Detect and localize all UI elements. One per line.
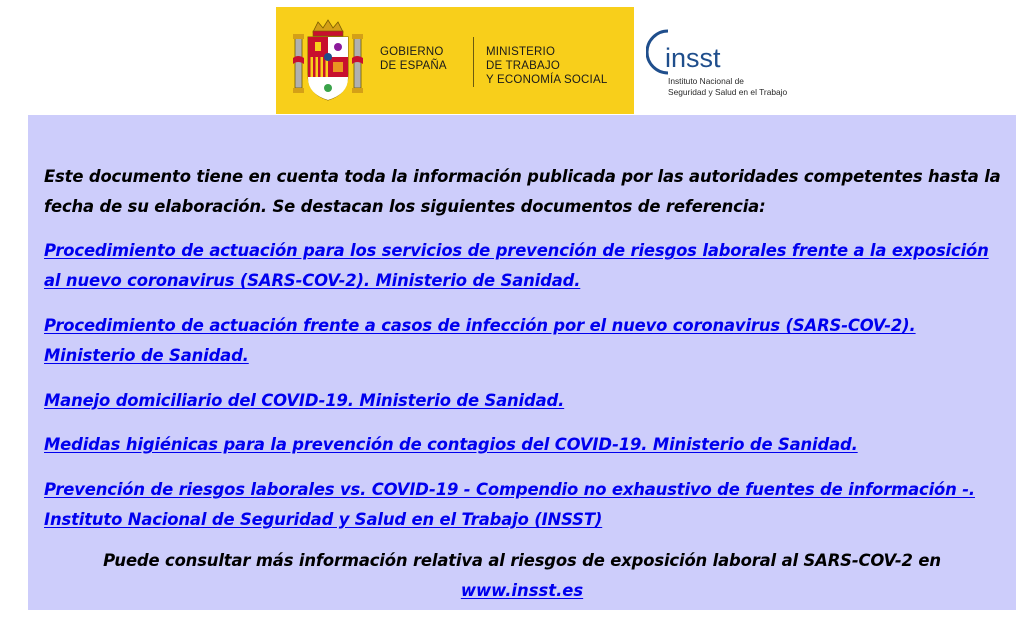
footer-text: Puede consultar más información relativa al riesgos de exposición laboral al SARS-COV-2 en	[103, 551, 941, 570]
ministry-line-2: DE TRABAJO	[486, 60, 560, 72]
ministry-line-1: MINISTERIO	[486, 46, 556, 58]
footer-link-container	[28, 576, 1016, 606]
reference-link-hygiene-measures[interactable]: Medidas higiénicas para la prevención de contagios del COVID-19. Ministerio de Sanidad.	[44, 435, 858, 454]
reference-item-1	[44, 236, 1004, 296]
insst-website-link[interactable]: www.insst.es	[460, 581, 584, 600]
reference-link-prl-procedure[interactable]: Procedimiento de actuación para los servicios de prevención de riesgos laborales frente a la exposición al nuevo coronavirus (SARS-COV-2). Ministerio de Sanidad.	[44, 241, 989, 290]
insst-subtitle	[668, 76, 787, 98]
insst-sub-line-2: Seguridad y Salud en el Trabajo	[668, 87, 788, 97]
intro-text: Este documento tiene en cuenta toda la información publicada por las autoridades competentes hasta la fecha de su elaboración. Se destacan los siguientes documentos de referencia:	[44, 167, 1001, 216]
coat-of-arms-icon	[293, 18, 363, 104]
reference-item-2	[44, 311, 1004, 371]
header-divider	[473, 37, 474, 87]
reference-item-5	[44, 475, 1004, 535]
ministry-name	[486, 45, 607, 87]
insst-logo-block	[634, 7, 817, 114]
reference-link-infection-procedure[interactable]: Procedimiento de actuación frente a casos de infección por el nuevo coronavirus (SARS-COV-2). Ministerio de Sanidad.	[44, 316, 916, 365]
insst-wordmark: insst	[665, 43, 721, 73]
ministry-line-3: Y ECONOMÍA SOCIAL	[486, 74, 608, 86]
insst-sub-line-1: Instituto Nacional de	[668, 76, 744, 86]
government-logo-block	[276, 7, 634, 114]
gov-line-1: GOBIERNO	[380, 46, 444, 58]
reference-link-home-management[interactable]: Manejo domiciliario del COVID-19. Ministerio de Sanidad.	[44, 391, 565, 410]
reference-info-box	[28, 115, 1016, 610]
header-banner	[276, 7, 817, 114]
gov-line-2: DE ESPAÑA	[380, 60, 447, 72]
reference-item-3	[44, 386, 1004, 416]
reference-item-4	[44, 430, 1004, 460]
reference-link-insst-compendium[interactable]: Prevención de riesgos laborales vs. COVID-19 - Compendio no exhaustivo de fuentes de información -. Instituto Nacional de Seguridad y Salud en el Trabajo (INSST)	[44, 480, 975, 529]
government-name	[380, 45, 447, 73]
